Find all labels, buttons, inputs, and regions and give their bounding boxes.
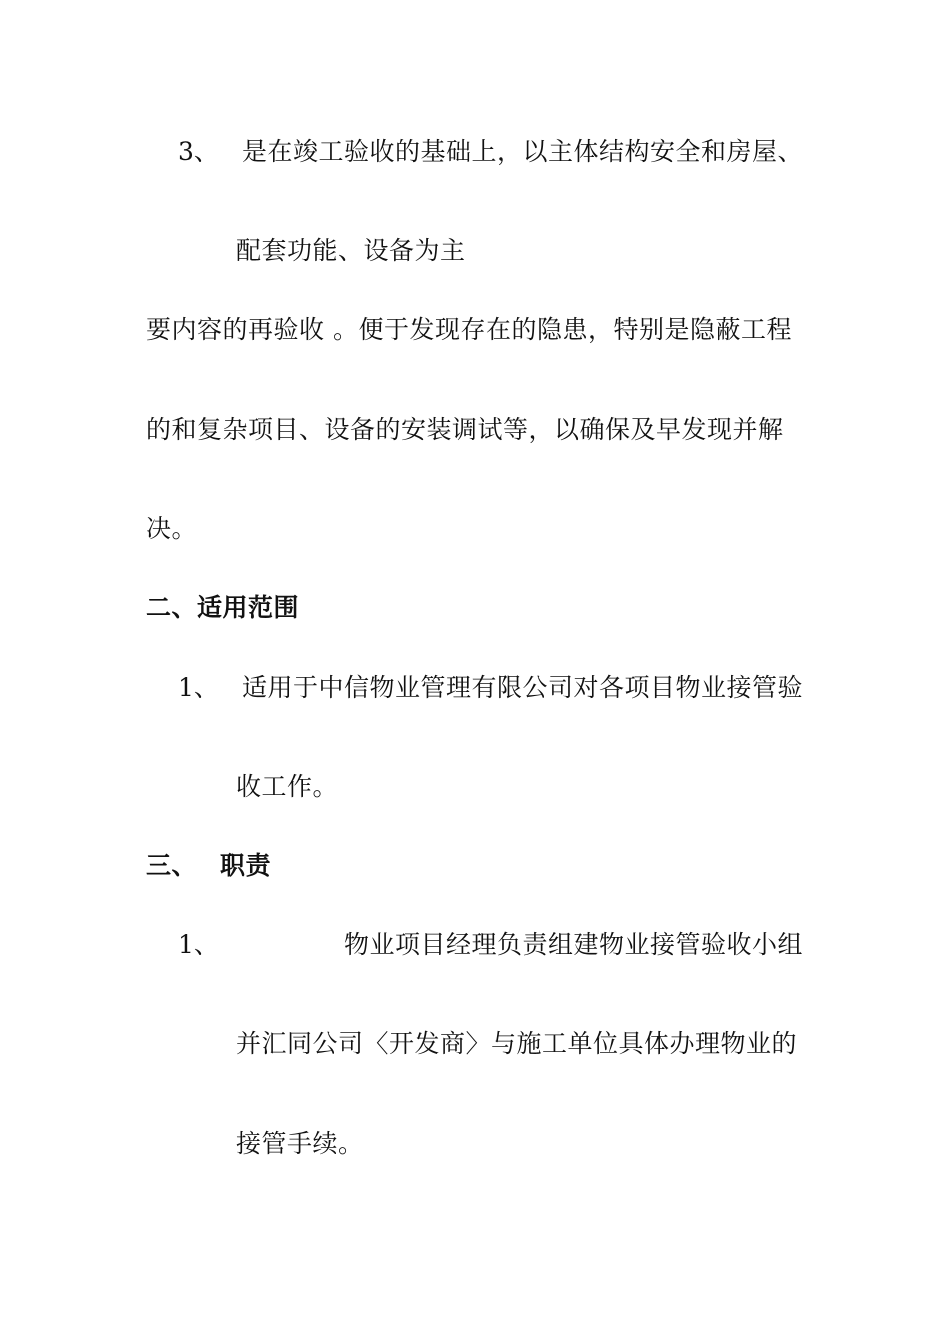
section-2-item-1-line-1: 适用于中信物业管理有限公司对各项目物业接管验 xyxy=(242,673,804,702)
item-3-line-4: 的和复杂项目、设备的安装调试等，以确保及早发现并解 xyxy=(146,415,784,444)
item-3-line-2: 配套功能、设备为主 xyxy=(236,236,466,265)
item-3-line-5: 决。 xyxy=(146,514,198,543)
section-3-item-1-number: 1、 xyxy=(178,930,219,959)
section-2-item-1-number: 1、 xyxy=(178,673,219,702)
section-2-item-1-line-2: 收工作。 xyxy=(236,772,339,801)
section-2-heading: 二、适用范围 xyxy=(146,593,300,622)
item-3-line-1: 是在竣工验收的基础上，以主体结构安全和房屋、 xyxy=(242,137,804,166)
section-3-item-1-line-1: 物业项目经理负责组建物业接管验收小组 xyxy=(344,930,804,959)
section-3-item-1-line-3: 接管手续。 xyxy=(236,1129,364,1158)
section-3-heading: 职责 xyxy=(220,851,272,880)
section-3-item-1-line-2: 并汇同公司〈开发商〉与施工单位具体办理物业的 xyxy=(236,1029,798,1058)
item-3-line-3: 要内容的再验收 。便于发现存在的隐患，特别是隐蔽工程 xyxy=(146,315,792,344)
item-3-number: 3、 xyxy=(178,137,219,166)
section-3-number: 三、 xyxy=(146,851,198,880)
